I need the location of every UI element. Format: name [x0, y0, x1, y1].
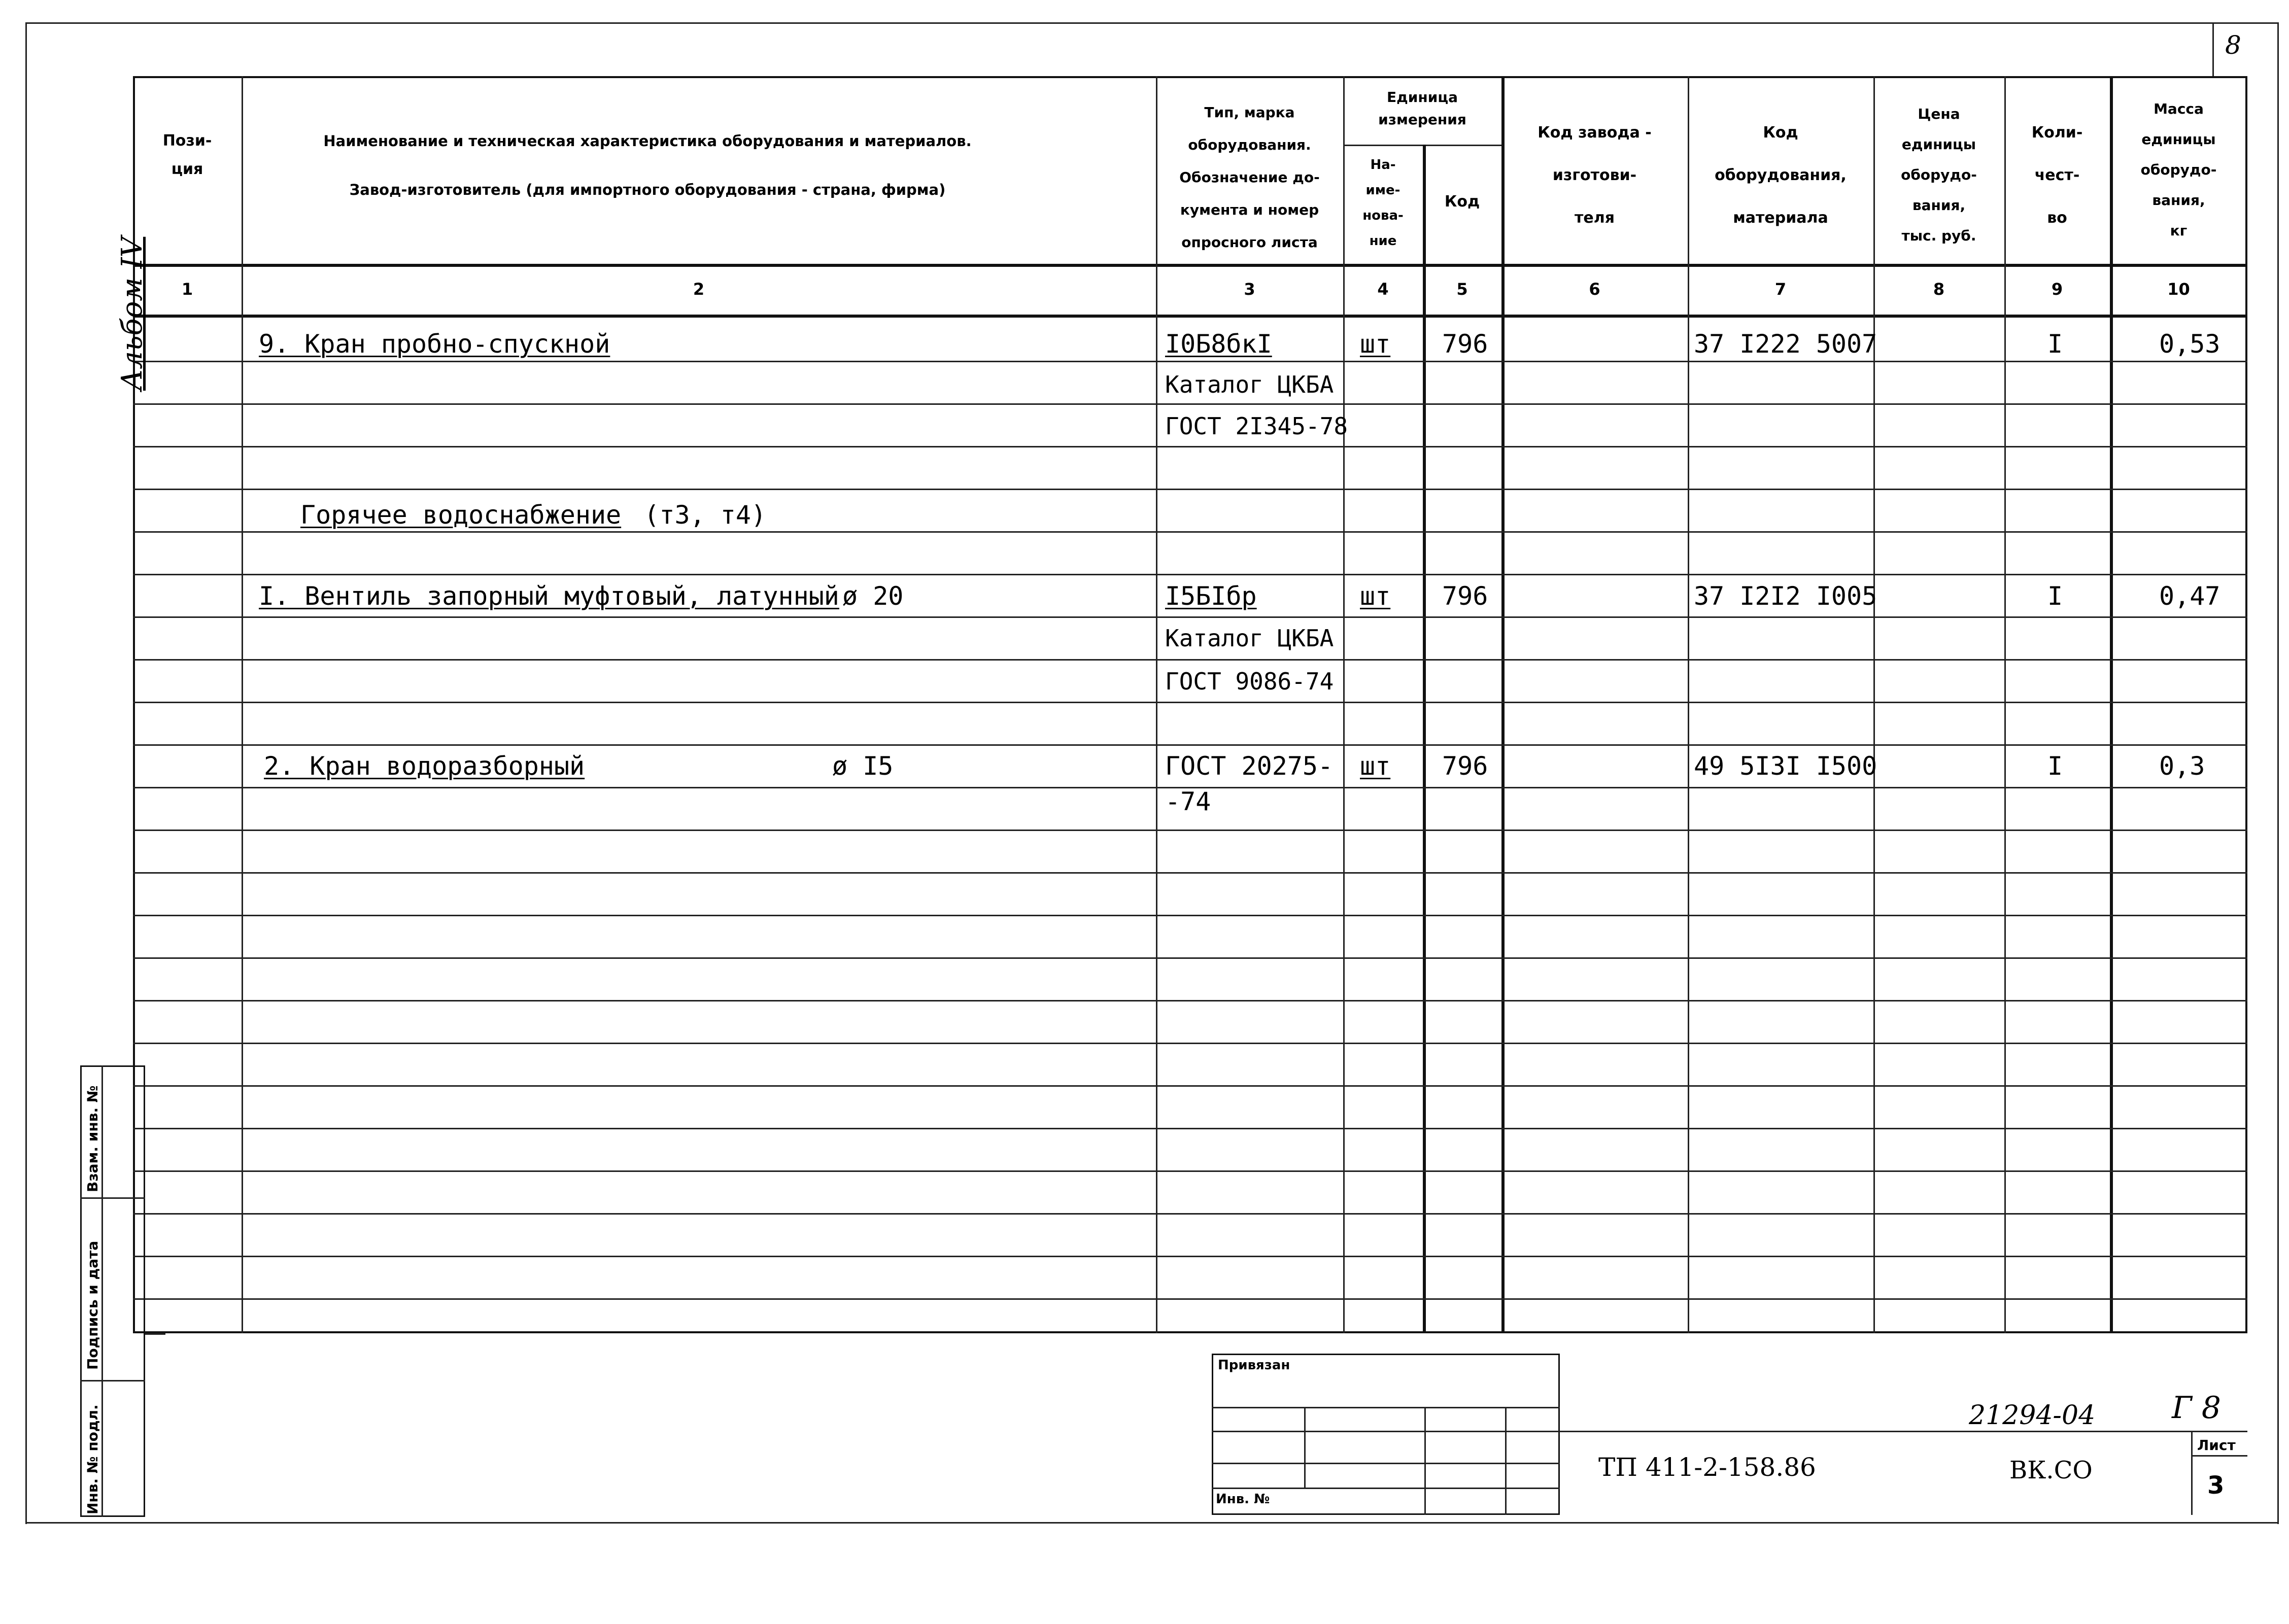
- colnum-8: 8: [1933, 280, 1945, 299]
- row1-mass: 0,53: [2159, 329, 2220, 359]
- colnum-7: 7: [1774, 280, 1787, 299]
- row3-type: ГОСТ 20275-: [1165, 751, 1334, 781]
- row3-qty: I: [2047, 751, 2063, 781]
- colnum-2: 2: [693, 280, 705, 299]
- row2-type: I5БIбр: [1165, 581, 1257, 611]
- header-type: Тип, марка оборудования. Обозначение до- кумента и номер опросного листа: [1179, 104, 1320, 251]
- colnum-10: 10: [2167, 280, 2190, 299]
- binding-inv-label: Инв. №: [1216, 1492, 1270, 1507]
- page-mark: Г 8: [2172, 1390, 2221, 1426]
- row1-qty: I: [2047, 329, 2063, 359]
- header-quantity: Коли- чест- во: [2031, 124, 2083, 227]
- bottom-area-left-border-top: [145, 1333, 165, 1335]
- header-equipment-code: Код оборудования, материала: [1715, 124, 1847, 227]
- row2-unit: шт: [1360, 581, 1391, 611]
- colnum-9: 9: [2051, 280, 2063, 299]
- outer-top-border: [25, 22, 2278, 24]
- row3-code: 796: [1442, 751, 1488, 781]
- archive-number: 21294-04: [1969, 1400, 2096, 1431]
- col-line-7: [1873, 76, 1875, 1333]
- sheet-label: Лист: [2197, 1437, 2236, 1454]
- stamp-signature-date: Подпись и дата: [84, 1240, 101, 1370]
- document-number: ТП 411-2-158.86: [1598, 1453, 1816, 1482]
- row2-dn: ø 20: [842, 581, 904, 611]
- row1-equip-code: 37 I222 5007: [1694, 329, 1877, 359]
- outer-right-border: [2277, 22, 2279, 1524]
- section-heading: [300, 500, 766, 530]
- header-mass: Масса единицы оборудо- вания, кг: [2140, 100, 2217, 239]
- row1-code: 796: [1442, 329, 1488, 359]
- section-heading-name: Горячее водоснабжение: [300, 500, 622, 530]
- album-label: Альбом IV: [116, 236, 149, 391]
- outer-left-border: [25, 22, 27, 1524]
- row2b-type: Каталог ЦКБА: [1165, 625, 1334, 652]
- column-numbers-bottom-line: [133, 315, 2247, 318]
- title-block-top: [1560, 1431, 2247, 1432]
- row3-mass: 0,3: [2159, 751, 2205, 781]
- header-bottom-line: [133, 264, 2247, 267]
- header-factory-code: Код завода - изготови- теля: [1538, 124, 1652, 227]
- colnum-4: 4: [1377, 280, 1389, 299]
- row3-equip-code: 49 5I3I I500: [1694, 751, 1877, 781]
- row3-name: 2. Кран водоразборный: [264, 751, 585, 781]
- side-stamp-divider: [101, 1065, 103, 1517]
- row3b-type: -74: [1165, 787, 1211, 816]
- col-line-8: [2004, 76, 2006, 1333]
- sheet-top-number: 8: [2225, 30, 2241, 60]
- row1-name: 9. Кран пробно-спускной: [259, 329, 610, 359]
- row1b-type: Каталог ЦКБА: [1165, 371, 1334, 398]
- row2-qty: I: [2047, 581, 2063, 611]
- colnum-1: 1: [181, 280, 193, 299]
- row3-unit: шт: [1360, 751, 1391, 781]
- binding-block: [1212, 1354, 1560, 1515]
- header-name: Наименование и техническая характеристика оборудования и материалов. Завод-изготовитель (для импортного оборудования - страна, фирма): [323, 132, 972, 198]
- corner-box-left: [2212, 22, 2214, 78]
- row2-name: I. Вентиль запорный муфтовый, латунный: [259, 581, 839, 611]
- col-line-9: [2110, 76, 2113, 1333]
- row1c-type: ГОСТ 2I345-78: [1165, 412, 1348, 440]
- col-line-4: [1423, 145, 1426, 1333]
- row2-equip-code: 37 I2I2 I005: [1694, 581, 1877, 611]
- header-unit-code: Код: [1444, 193, 1480, 211]
- section-heading-suffix: (т3, т4): [644, 500, 767, 530]
- row2c-type: ГОСТ 9086-74: [1165, 668, 1334, 695]
- col-line-1: [242, 76, 243, 1333]
- sheet-number: 3: [2207, 1471, 2225, 1500]
- binding-title: Привязан: [1218, 1358, 1290, 1373]
- col-line-2: [1156, 76, 1157, 1333]
- colnum-3: 3: [1244, 280, 1255, 299]
- colnum-6: 6: [1589, 280, 1600, 299]
- unit-group-divider: [1343, 145, 1501, 146]
- row1-type: I0Б8бкI: [1165, 329, 1272, 359]
- header-unit-group: Единица измерения: [1378, 89, 1466, 128]
- row2-mass: 0,47: [2159, 581, 2220, 611]
- document-mark: ВК.СО: [2009, 1456, 2093, 1484]
- row1-unit: шт: [1360, 329, 1391, 359]
- row3-dn: ø I5: [832, 751, 894, 781]
- header-position: Пози- ция: [162, 132, 212, 178]
- stamp-replacement-inv: Взам. инв. №: [84, 1085, 101, 1192]
- col-line-5: [1501, 76, 1505, 1333]
- stamp-original-inv: Инв. № подл.: [84, 1404, 101, 1514]
- header-price: Цена единицы оборудо- вания, тыс. руб.: [1901, 106, 1977, 244]
- title-block-sheet-divider: [2191, 1431, 2193, 1515]
- colnum-5: 5: [1456, 280, 1468, 299]
- col-line-3: [1343, 76, 1345, 1333]
- outer-bottom-border: [25, 1522, 2278, 1524]
- col-line-6: [1688, 76, 1689, 1333]
- row2-code: 796: [1442, 581, 1488, 611]
- header-unit-name: На- име- нова- ние: [1362, 157, 1404, 249]
